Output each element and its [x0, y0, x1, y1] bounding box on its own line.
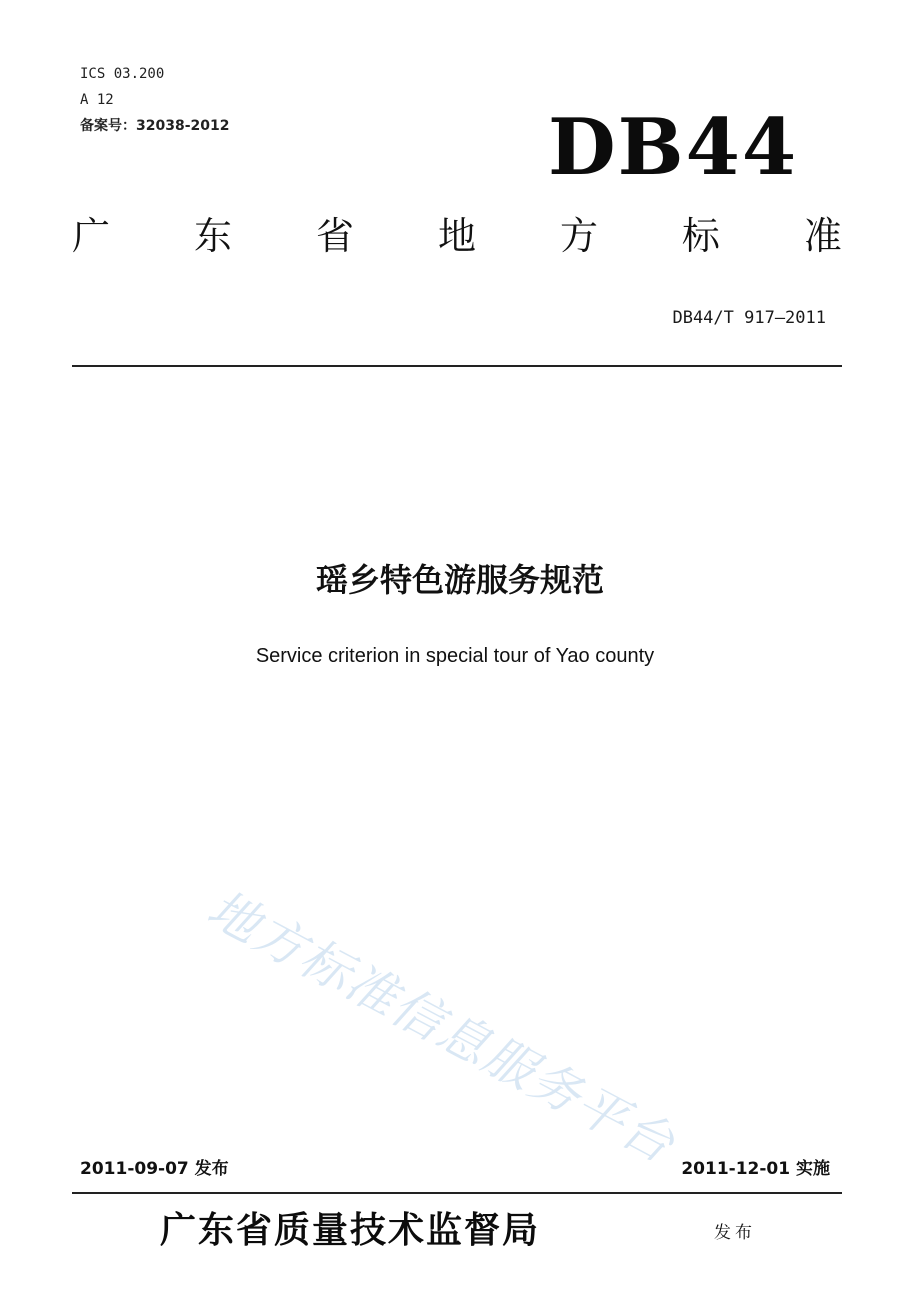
issue-date: 2011-09-07 发布 — [80, 1159, 229, 1179]
publish-label: 发布 — [714, 1223, 756, 1243]
standard-number: DB44/T 917—2011 — [672, 308, 826, 328]
top-divider — [72, 365, 842, 367]
category-char: 准 — [803, 214, 842, 258]
standard-category — [72, 214, 842, 258]
classification-code: A 12 — [80, 92, 114, 108]
category-char: 地 — [437, 214, 476, 258]
document-title-english: Service criterion in special tour of Yao county — [255, 645, 655, 667]
implementation-date: 2011-12-01 实施 — [681, 1159, 830, 1179]
category-char: 广 — [72, 214, 111, 258]
record-number: 备案号：32038-2012 — [80, 118, 230, 134]
category-char: 标 — [681, 214, 720, 258]
category-char: 方 — [559, 214, 598, 258]
category-char: 东 — [193, 214, 232, 258]
ics-code: ICS 03.200 — [80, 66, 165, 82]
db44-logo: DB44 — [548, 102, 799, 193]
watermark: 地方标准信息服务平台 — [198, 879, 685, 1175]
bottom-divider — [72, 1192, 842, 1194]
document-title-chinese: 瑶乡特色游服务规范 — [315, 561, 604, 599]
category-char: 省 — [315, 214, 354, 258]
publisher-name: 广东省质量技术监督局 — [160, 1209, 541, 1251]
